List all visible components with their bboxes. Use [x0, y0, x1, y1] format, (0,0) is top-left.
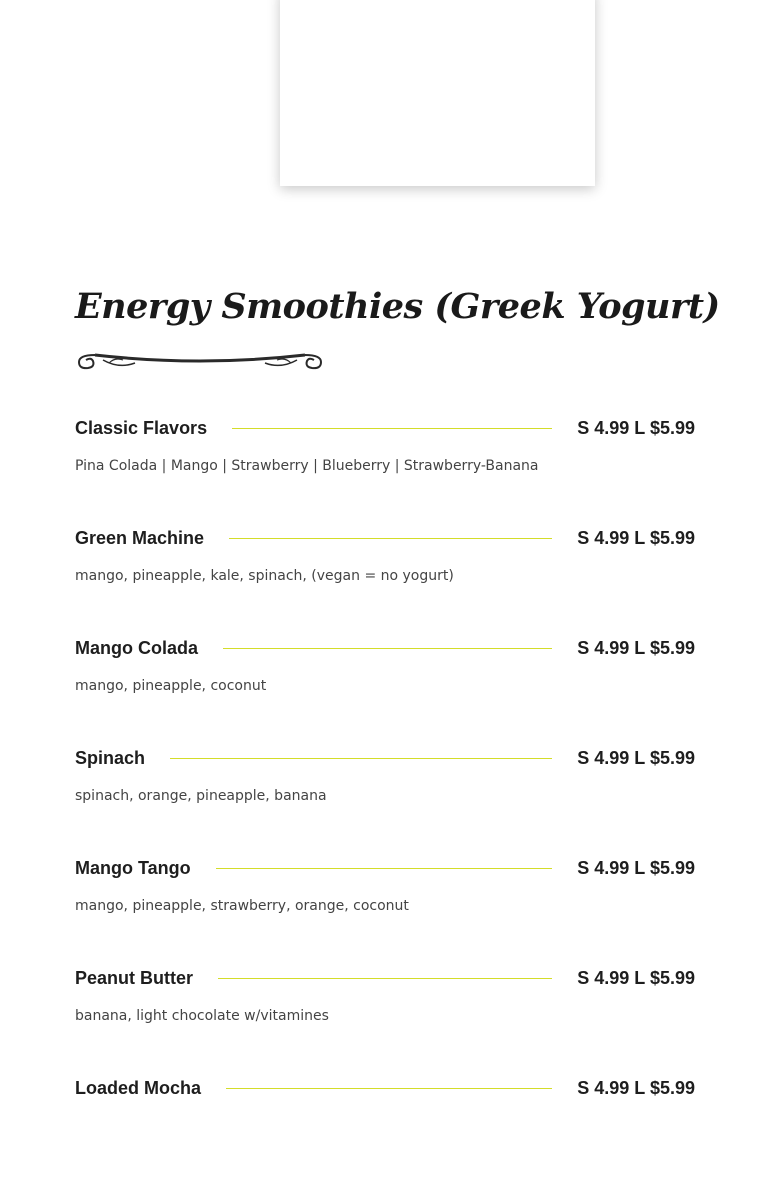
- menu-item: [75, 740, 695, 850]
- leader-line: [216, 868, 553, 869]
- menu-item: [75, 1070, 695, 1180]
- item-description: mango, pineapple, strawberry, orange, coconut: [75, 898, 409, 914]
- menu-item: [75, 410, 695, 520]
- leader-line: [218, 978, 552, 979]
- item-price: S 4.99 L $5.99: [577, 747, 695, 768]
- item-description: banana, light chocolate w/vitamines: [75, 1008, 329, 1024]
- item-name: Classic Flavors: [75, 417, 208, 438]
- leader-line: [229, 538, 552, 539]
- item-description: spinach, orange, pineapple, banana: [75, 788, 327, 804]
- leader-line: [226, 1088, 552, 1089]
- item-price: S 4.99 L $5.99: [577, 1077, 695, 1098]
- item-price: S 4.99 L $5.99: [577, 857, 695, 878]
- item-name: Mango Tango: [75, 857, 191, 878]
- menu-item: [75, 850, 695, 960]
- item-price: S 4.99 L $5.99: [577, 417, 695, 438]
- item-name: Green Machine: [75, 527, 205, 548]
- item-description: mango, pineapple, coconut: [75, 678, 267, 694]
- item-name: Peanut Butter: [75, 967, 194, 988]
- item-name: Mango Colada: [75, 637, 199, 658]
- leader-line: [170, 758, 552, 759]
- image-placeholder: [280, 0, 595, 186]
- section-title: Energy Smoothies (Greek Yogurt): [75, 286, 720, 327]
- item-description: mango, pineapple, kale, spinach, (vegan = no yogurt): [75, 568, 454, 584]
- leader-line: [232, 428, 552, 429]
- item-description: Pina Colada | Mango | Strawberry | Blueberry | Strawberry-Banana: [75, 458, 539, 474]
- menu-list: [75, 410, 695, 1180]
- leader-line: [223, 648, 552, 649]
- menu-item: [75, 630, 695, 740]
- menu-item: [75, 520, 695, 630]
- item-price: S 4.99 L $5.99: [577, 527, 695, 548]
- item-price: S 4.99 L $5.99: [577, 637, 695, 658]
- item-name: Spinach: [75, 747, 146, 768]
- ornament-divider-icon: [75, 343, 325, 373]
- item-name: Loaded Mocha: [75, 1077, 202, 1098]
- menu-item: [75, 960, 695, 1070]
- item-price: S 4.99 L $5.99: [577, 967, 695, 988]
